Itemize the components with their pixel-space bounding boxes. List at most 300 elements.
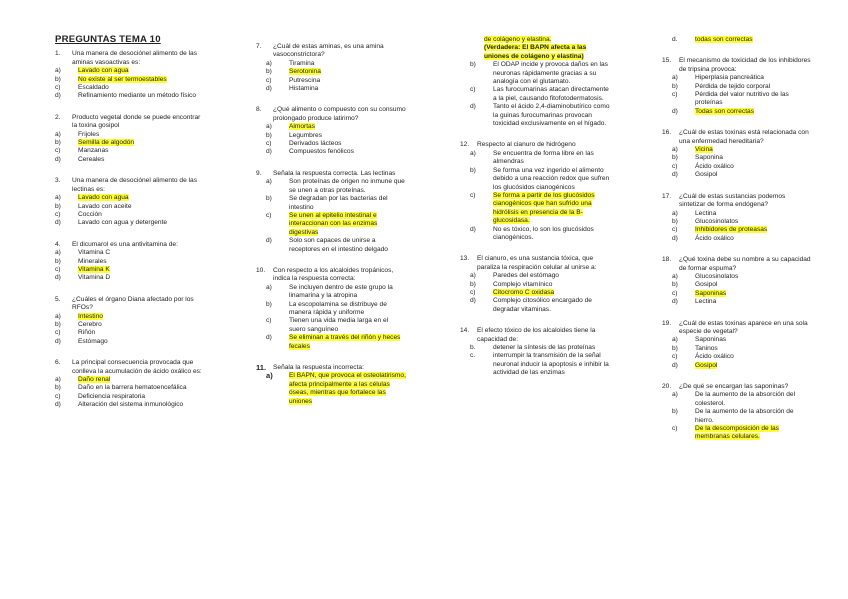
answer-option <box>662 391 812 408</box>
option-letter: b) <box>672 408 678 416</box>
option-text: Son proteínas de origen no inmune que se unen a otras proteínas. <box>289 178 405 194</box>
answer-option <box>256 195 406 212</box>
option-text: Complejo citosólico encargado de degradar vitaminas. <box>493 297 592 313</box>
option-text: Putrescina <box>289 76 321 84</box>
option-letter: c) <box>55 329 61 337</box>
option-text: Compuestos fenólicos <box>289 148 354 156</box>
option-letter: d) <box>266 148 272 156</box>
option-letter: d) <box>266 85 272 93</box>
question-block <box>256 364 406 406</box>
option-text: Glucosinolatos <box>695 272 739 280</box>
answer-option <box>256 317 406 334</box>
question-text: ¿Cuál de estas sustancias podemos sintetizar de forma endógena? <box>679 192 786 209</box>
option-letter: c) <box>55 392 61 400</box>
answer-option <box>460 281 610 289</box>
option-letter: a) <box>266 123 272 131</box>
highlighted-answer: No existe al ser termoestables <box>78 75 167 83</box>
question-header <box>662 320 812 337</box>
option-letter: d) <box>672 107 678 115</box>
highlighted-answer: Se unen al epitelio intestinal e interaccionan con las enzimas digestivas <box>289 211 378 236</box>
option-text: Histamina <box>289 85 319 93</box>
option-text: Derivados lácteos <box>289 140 342 148</box>
question-block <box>460 36 610 128</box>
option-text: Minerales <box>78 257 107 265</box>
option-letter: b) <box>672 344 678 352</box>
question-number: 1. <box>55 50 61 58</box>
option-letter: a) <box>672 209 678 217</box>
highlighted-answer: Vicina <box>695 146 713 154</box>
question-number: 9. <box>256 169 262 177</box>
answer-option <box>662 74 812 82</box>
answer-option <box>460 86 610 103</box>
option-text: Cereales <box>78 155 105 163</box>
option-letter: d) <box>55 219 61 227</box>
highlighted-answer: El BAPN, que provoca el osteolatirismo, afecta principalmente a las células óseas, mientras que fortalece las uniones <box>289 372 406 405</box>
option-text: Ácido oxálico <box>695 353 734 361</box>
highlighted-answer: todas son correctas <box>695 36 753 43</box>
question-text: ¿Cuál de estas toxinas aparece en una sola especie de vegetal? <box>679 319 808 335</box>
answer-option <box>256 148 406 156</box>
answer-option <box>662 226 812 234</box>
answer-option <box>460 167 610 192</box>
answer-option <box>55 258 205 266</box>
question-header <box>460 141 610 149</box>
answer-option <box>55 249 205 257</box>
option-letter: c. <box>470 352 476 360</box>
option-text: Deficiencia respiratoria <box>78 392 146 400</box>
option-text: De la aumento de la absorción del colesterol. <box>695 391 796 407</box>
question-header <box>256 43 406 60</box>
highlighted-answer: Lavado con agua <box>78 194 129 202</box>
answer-option <box>662 408 812 425</box>
option-letter: b) <box>55 75 61 83</box>
answer-option <box>460 103 610 128</box>
option-letter: c) <box>55 147 61 155</box>
option-text: Manzanas <box>78 147 109 155</box>
option-text: Se incluyen dentro de este grupo la linamarina y la atropina <box>289 283 393 300</box>
option-text: Gosipol <box>695 281 718 289</box>
answer-option <box>256 301 406 318</box>
answer-option <box>460 61 610 86</box>
option-letter: c) <box>470 86 476 94</box>
option-letter: b) <box>55 257 61 265</box>
answer-option <box>55 376 205 384</box>
answer-option <box>55 131 205 139</box>
option-letter: b) <box>55 320 61 328</box>
answer-option <box>662 108 812 116</box>
highlighted-answer: De la descomposición de las membranas celulares. <box>695 425 779 441</box>
answer-option <box>256 140 406 148</box>
option-letter: d) <box>672 361 678 369</box>
question-header <box>256 267 406 284</box>
option-letter: b) <box>672 217 678 225</box>
option-letter: b) <box>55 139 61 147</box>
question-header <box>55 177 205 194</box>
column-1 <box>55 36 205 423</box>
option-letter: a) <box>55 130 61 138</box>
answer-option <box>55 147 205 155</box>
answer-option <box>662 83 812 91</box>
option-text: Ácido oxálico <box>695 162 734 170</box>
answer-option <box>460 272 610 280</box>
question-block <box>662 57 812 116</box>
question-text: ¿Cuál de estas aminas, es una amina vasoconstrictora? <box>273 43 384 59</box>
highlighted-answer: Almortas <box>289 123 316 131</box>
option-letter: b) <box>672 154 678 162</box>
option-letter: b) <box>55 202 61 210</box>
question-number: 13. <box>460 255 470 263</box>
answer-option <box>55 393 205 401</box>
question-block <box>662 129 812 179</box>
question-header <box>662 129 812 146</box>
option-letter: b) <box>672 82 678 90</box>
option-text: Pérdida de tejido corporal <box>695 82 771 90</box>
option-letter: c) <box>672 425 678 433</box>
option-letter: c) <box>266 211 272 219</box>
option-text: Escaldado <box>78 84 109 92</box>
option-text: Paredes del estómago <box>493 272 559 280</box>
question-text: Señala la respuesta incorrecta: <box>273 364 364 371</box>
answer-option <box>256 68 406 76</box>
option-letter: c) <box>470 191 476 199</box>
question-block <box>460 255 610 314</box>
answer-option <box>55 92 205 100</box>
option-text: Tanto el ácido 2,4-diaminobutírico como la guinas furocumarinas provocan toxicidad exclusivamente en el hígado. <box>493 103 610 128</box>
answer-option <box>55 76 205 84</box>
option-letter: a) <box>672 272 678 280</box>
question-block <box>256 106 406 156</box>
answer-option <box>460 289 610 297</box>
highlighted-answer: Citocromo C oxidasa <box>493 288 555 296</box>
question-block <box>55 296 205 346</box>
question-header <box>662 193 812 210</box>
question-text: Señala la respuesta correcta. Las lectinas <box>273 169 396 177</box>
question-block <box>55 177 205 227</box>
option-letter: d) <box>55 337 61 345</box>
option-letter: b) <box>266 195 272 203</box>
highlighted-answer: (Verdadera: El BAPN afecta a las uniones de colágeno y elastina) <box>484 44 587 60</box>
option-text: Vitamina C <box>78 249 111 257</box>
option-letter: a) <box>266 178 272 186</box>
option-text: Se degradan por las bacterias del intestino <box>289 195 388 211</box>
question-header <box>55 359 205 376</box>
question-text: El efecto tóxico de los alcaloides tiene la capacidad de: <box>477 327 596 343</box>
option-letter: d) <box>55 401 61 409</box>
question-block <box>55 114 205 164</box>
answer-option <box>256 237 406 254</box>
answer-option <box>55 329 205 337</box>
option-text: detener la síntesis de las proteínas <box>493 344 596 351</box>
option-text: Tiramina <box>289 59 315 67</box>
question-number: 18. <box>662 256 672 264</box>
highlighted-answer: Vitamina K <box>78 265 110 273</box>
question-text: ¿Cuál de estas toxinas está relacionada con una enfermedad hereditaria? <box>679 129 809 145</box>
question-header <box>256 170 406 178</box>
question-number: 6. <box>55 359 61 367</box>
question-block <box>256 43 406 93</box>
question-number: 7. <box>256 43 262 50</box>
option-text: La escopolamina se distribuye de manera rápida y uniforme <box>289 300 387 316</box>
option-letter: d) <box>55 155 61 163</box>
option-letter: b) <box>470 280 476 288</box>
highlighted-answer: Todas son correctas <box>695 107 755 115</box>
option-text: Daño en la barrera hematoencefálica <box>78 384 187 392</box>
question-number: 19. <box>662 319 672 327</box>
option-text: Vitamina D <box>78 274 111 282</box>
question-block <box>256 170 406 254</box>
answer-option <box>55 156 205 164</box>
option-letter: c) <box>266 317 272 325</box>
question-number: 12. <box>460 141 470 149</box>
answer-option <box>256 60 406 68</box>
question-header <box>256 364 406 372</box>
answer-option <box>662 163 812 171</box>
question-number: 5. <box>55 295 61 303</box>
option-letter: b) <box>470 166 476 174</box>
option-text: Saponinas <box>695 336 727 344</box>
option-letter: a) <box>55 67 61 75</box>
option-letter: a) <box>672 146 678 154</box>
answer-option <box>460 352 610 377</box>
option-letter: d) <box>266 334 272 342</box>
question-text: La principal consecuencia provocada que conlleva la acumulación de ácido oxálico es: <box>72 359 202 375</box>
highlighted-answer: Lavado con agua <box>78 67 129 75</box>
option-text: Solo son capaces de unirse a receptores en el intestino delgado <box>289 237 388 253</box>
answer-option <box>55 313 205 321</box>
option-text: Frijoles <box>78 130 100 138</box>
option-letter: a) <box>470 272 476 280</box>
highlighted-answer: Saponinas <box>695 289 727 297</box>
answer-option <box>55 139 205 147</box>
option-letter: d) <box>672 298 678 306</box>
option-letter: a) <box>55 312 61 320</box>
option-text: Gosipol <box>695 171 718 179</box>
question-number: 11. <box>256 363 267 372</box>
answer-option <box>662 210 812 218</box>
option-text: interrumpir la transmisión de la señal neuronal inducir la apoptosis e inhibir la actividad de las enzimas <box>493 352 609 377</box>
highlighted-answer: Se forma a partir de los glucósidos cianogénicos que han sufrido una hidrólisis en presencia de la B-glucosidasa. <box>493 191 595 225</box>
highlighted-answer: Intestino <box>78 312 103 320</box>
answer-option <box>55 194 205 202</box>
option-text: Se forma una vez ingerido el alimento debido a una reacción redox que sufren los glucósidos cianogénicos <box>493 166 610 191</box>
highlighted-answer: Semilla de algodón <box>78 139 135 147</box>
answer-option <box>256 132 406 140</box>
answer-option <box>55 67 205 75</box>
option-letter: d. <box>672 36 678 43</box>
answer-option <box>256 372 406 406</box>
answer-option <box>256 77 406 85</box>
question-number: 10. <box>256 266 266 274</box>
question-text: ¿Qué toxina debe su nombre a su capacidad de formar espuma? <box>679 256 811 272</box>
option-text: Taninos <box>695 344 718 352</box>
question-number: 16. <box>662 129 672 137</box>
option-letter: d) <box>55 92 61 100</box>
answer-option <box>460 150 610 167</box>
option-text: Lectina <box>695 298 717 306</box>
option-letter: d) <box>672 234 678 242</box>
answer-option <box>662 154 812 162</box>
option-letter: c) <box>266 76 272 84</box>
question-block <box>662 193 812 243</box>
option-text: Riñón <box>78 329 96 337</box>
answer-option <box>256 85 406 93</box>
option-letter: b) <box>672 281 678 289</box>
answer-option <box>256 178 406 195</box>
answer-option <box>256 284 406 301</box>
answer-option <box>55 84 205 92</box>
answer-option <box>55 274 205 282</box>
option-letter: a) <box>266 283 272 291</box>
option-letter: d) <box>470 103 476 111</box>
answer-option <box>662 235 812 243</box>
answer-option <box>662 345 812 353</box>
answer-option <box>55 384 205 392</box>
question-number: 20. <box>662 383 672 390</box>
question-number: 3. <box>55 177 61 185</box>
option-text: Lavado con aceite <box>78 202 132 210</box>
option-text: Refinamiento mediante un método físico <box>78 92 197 100</box>
question-header <box>55 241 205 249</box>
answer-option <box>460 36 610 44</box>
option-letter: a) <box>672 74 678 82</box>
option-text: Ácido oxálico <box>695 234 734 242</box>
column-2 <box>256 43 406 419</box>
option-text: Tienen una vida media larga en el suero sanguíneo <box>289 317 389 333</box>
option-text: Alteración del sistema inmunológico <box>78 401 184 409</box>
option-letter: b. <box>470 344 476 351</box>
question-block <box>460 141 610 242</box>
question-text: ¿Qué alimento o compuesto con su consumo prolongado produce latirimo? <box>273 106 406 122</box>
answer-option <box>460 344 610 352</box>
answer-option <box>662 36 812 44</box>
option-text: El ODAP incide y provoca daños en las neuronas rápidamente gracias a su analogía con el glutamato. <box>493 61 608 86</box>
question-text: El dicumarol es una antivitamina de: <box>72 240 178 248</box>
answer-option <box>55 321 205 329</box>
question-block <box>662 383 812 442</box>
answer-option <box>662 425 812 442</box>
option-letter: a) <box>672 336 678 344</box>
question-number: 14. <box>460 327 470 335</box>
answer-option <box>460 192 610 226</box>
option-letter: c) <box>672 353 678 361</box>
option-letter: c) <box>672 226 678 234</box>
option-letter: a) <box>470 149 476 157</box>
answer-option <box>55 219 205 227</box>
option-text: Saponina <box>695 154 723 162</box>
answer-option <box>662 218 812 226</box>
answer-option <box>662 171 812 179</box>
option-letter: b) <box>55 384 61 392</box>
option-letter: c) <box>55 84 61 92</box>
answer-option <box>662 336 812 344</box>
option-text: Legumbres <box>289 131 322 139</box>
question-block <box>662 36 812 44</box>
option-text: Hiperplasia pancreática <box>695 74 764 82</box>
question-text: ¿De qué se encargan las saponinas? <box>679 383 789 390</box>
question-header <box>662 57 812 74</box>
answer-option <box>662 281 812 289</box>
answer-option <box>256 123 406 131</box>
option-letter: b) <box>266 300 272 308</box>
option-text: Cerebro <box>78 320 102 328</box>
question-header <box>55 114 205 131</box>
question-header <box>460 327 610 344</box>
highlighted-answer: de colágeno y elastina. <box>484 36 552 43</box>
option-text: No es tóxico, lo son los glucósidos cianogénicos. <box>493 225 594 241</box>
option-letter: d) <box>55 274 61 282</box>
question-text: Producto vegetal donde se puede encontrar la toxina gosipol <box>72 113 201 130</box>
answer-option <box>662 362 812 370</box>
answer-option <box>55 203 205 211</box>
highlighted-answer: Se eliminan a través del riñón y heces fecales <box>289 334 401 350</box>
option-letter: a) <box>266 371 273 381</box>
option-text: Estómago <box>78 337 108 345</box>
question-block <box>55 241 205 283</box>
question-block <box>55 359 205 409</box>
option-text: Glucosinolatos <box>695 217 739 225</box>
question-number: 17. <box>662 192 672 200</box>
question-number: 4. <box>55 240 61 248</box>
question-text: Una manera de desociónel alimento de las aminas vasoactivas es: <box>72 50 197 66</box>
question-number: 2. <box>55 113 61 121</box>
option-letter: b) <box>470 61 476 69</box>
answer-option <box>55 401 205 409</box>
option-letter: c) <box>266 140 272 148</box>
question-number: 15. <box>662 57 672 65</box>
question-block <box>662 256 812 306</box>
option-letter: d) <box>470 225 476 233</box>
option-letter: d) <box>470 297 476 305</box>
question-block <box>662 320 812 370</box>
highlighted-answer: Gosipol <box>695 361 718 369</box>
answer-option <box>460 226 610 243</box>
answer-option <box>662 290 812 298</box>
question-text: El cianuro, es una sustancia tóxica, que paraliza la respiración celular al unirse a: <box>477 255 597 271</box>
question-block <box>460 327 610 377</box>
option-letter: c) <box>55 265 61 273</box>
option-letter: a) <box>672 391 678 399</box>
answer-option <box>55 266 205 274</box>
answer-option <box>662 91 812 108</box>
question-header <box>256 106 406 123</box>
question-text: ¿Cuáles el órgano Diana afectado por los RFOs? <box>72 295 194 312</box>
question-header <box>662 256 812 273</box>
answer-option <box>662 298 812 306</box>
question-text: Respecto al cianuro de hidrógeno <box>477 141 576 149</box>
highlighted-answer: Daño renal <box>78 376 111 383</box>
option-letter: c) <box>672 91 678 99</box>
option-text: De la aumento de la absorción de hierro. <box>695 408 794 424</box>
highlighted-answer: Inhibidores de proteasas <box>695 226 768 234</box>
question-header <box>460 255 610 272</box>
question-header <box>55 50 205 67</box>
option-letter: d) <box>266 237 272 245</box>
answer-option <box>55 211 205 219</box>
option-letter: a) <box>55 249 61 257</box>
answer-option <box>256 212 406 237</box>
option-letter: b) <box>266 131 272 139</box>
column-3 <box>460 36 610 391</box>
option-text: Lectina <box>695 209 717 217</box>
question-text: Con respecto a los alcaloides tropánicos, indica la respuesta correcta: <box>273 266 394 283</box>
question-block <box>256 267 406 351</box>
answer-option <box>460 297 610 314</box>
option-letter: a) <box>55 194 61 202</box>
option-text: Complejo vitamínico <box>493 280 553 288</box>
answer-option <box>55 338 205 346</box>
question-number: 8. <box>256 106 262 114</box>
option-letter: b) <box>266 68 272 76</box>
